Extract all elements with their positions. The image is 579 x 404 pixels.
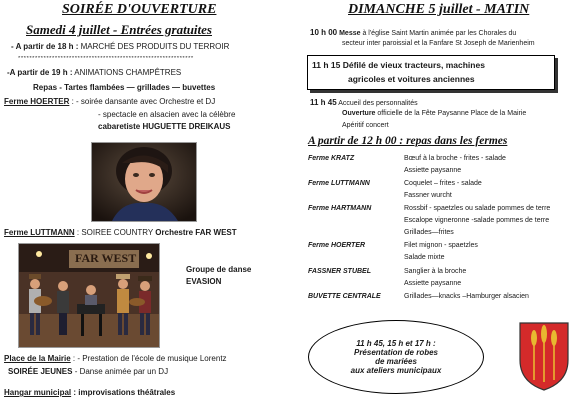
group-line2: EVASION	[186, 277, 222, 286]
meal-dish: Filet mignon - spaetzles	[404, 242, 478, 249]
stars-divider: **************************************************************	[18, 56, 194, 62]
welcome-time: 11 h 45	[310, 98, 337, 107]
hangar-text: : improvisations théâtrales	[71, 388, 176, 397]
mass-line2: secteur inter paroissial et la Fanfare St Joseph de Marienheim	[342, 40, 535, 47]
wedding-oval	[308, 320, 484, 394]
market-line	[11, 42, 229, 51]
meal-dish: Bœuf à la broche - frites - salade	[404, 155, 506, 162]
mass-line	[310, 28, 516, 37]
oval-line3: de mariées	[375, 357, 417, 366]
shield-icon	[517, 320, 571, 392]
soiree-title: SOIRÉE D'OUVERTURE	[62, 2, 217, 17]
meal-farm-name: Ferme LUTTMANN	[308, 180, 370, 187]
aperitif-line: Apéritif concert	[342, 122, 389, 129]
soiree-jeunes-label: SOIRÉE JEUNES	[8, 367, 73, 376]
band-photo	[18, 243, 160, 348]
oval-line4: aux ateliers municipaux	[350, 366, 442, 375]
group-line1: Groupe de danse	[186, 265, 252, 274]
meal-farm-name: BUVETTE CENTRALE	[308, 293, 381, 300]
opening-label: Ouverture	[342, 110, 376, 117]
place-line	[4, 354, 227, 363]
portrait-photo	[91, 142, 197, 222]
opening-text: officielle de la Fête Paysanne Place de la Mairie	[375, 110, 527, 117]
band-sign: FAR WEST	[75, 251, 137, 265]
luttmann-text: : SOIREE COUNTRY	[74, 228, 156, 237]
animations-time: -A partir de 19 h :	[7, 68, 73, 77]
meal-dish: Assiette paysanne	[404, 280, 462, 287]
soiree-jeunes-line	[8, 367, 168, 376]
hoerter-farm: Ferme HOERTER	[4, 97, 70, 106]
parade-line2: agricoles et voitures anciennes	[348, 74, 475, 84]
place-label: Place de la Mairie	[4, 354, 71, 363]
place-text: : - Prestation de l'école de musique Lorentz	[70, 354, 227, 363]
hoerter-text: : - soirée dansante avec Orchestre et DJ	[69, 97, 216, 106]
opening-line	[342, 110, 526, 117]
meal-dish: Rossbif - spaetzles ou salade pommes de terre	[404, 205, 551, 212]
mass-label: Messe	[339, 30, 361, 37]
luttmann-band: Orchestre FAR WEST	[155, 228, 237, 237]
right-column	[300, 0, 579, 404]
spectacle-line: - spectacle en alsacien avec la célèbre	[98, 110, 236, 119]
meal-farm-name: FASSNER STUBEL	[308, 268, 372, 275]
sunday-title: DIMANCHE 5 juillet - MATIN	[348, 2, 530, 17]
luttmann-farm: Ferme LUTTMANN	[4, 228, 75, 237]
welcome-line	[310, 98, 418, 107]
cabaretiste-line: cabaretiste HUGUETTE DREIKAUS	[98, 122, 231, 131]
hangar-line	[4, 388, 175, 397]
portrait-image	[92, 143, 196, 221]
soiree-jeunes-text: - Danse animée par un DJ	[72, 367, 169, 376]
mass-text: à l'église Saint Martin animée par les Chorales du	[360, 30, 517, 37]
meal-farm-name: Ferme HOERTER	[308, 242, 366, 249]
meal-dish: Sanglier à la broche	[404, 268, 467, 275]
meal-dish: Assiette paysanne	[404, 167, 462, 174]
luttmann-line	[4, 228, 237, 237]
meal-farm-name: Ferme KRATZ	[308, 155, 355, 162]
mass-time: 10 h 00	[310, 28, 338, 37]
coat-of-arms-icon	[517, 320, 571, 392]
meal-dish: Escalope vigneronne -salade pommes de terre	[404, 217, 550, 224]
meal-dish: Salade mixte	[404, 254, 445, 261]
meal-dish: Grillades—frites	[404, 229, 454, 236]
parade-box	[307, 55, 555, 90]
meals-heading: A partir de 12 h 00 : repas dans les fermes	[308, 135, 508, 147]
oval-line1: 11 h 45, 15 h et 17 h :	[356, 339, 436, 348]
animations-line	[7, 68, 181, 77]
parade-line1: 11 h 15 Défilé de vieux tracteurs, machines	[312, 60, 485, 70]
meal-dish: Fassner wurcht	[404, 192, 452, 199]
hangar-label: Hangar municipal	[4, 388, 72, 397]
soiree-date: Samedi 4 juillet - Entrées gratuites	[26, 22, 212, 37]
oval-line2: Présentation de robes	[353, 348, 439, 357]
meal-dish: Coquelet – frites - salade	[404, 180, 482, 187]
meal-farm-name: Ferme HARTMANN	[308, 205, 372, 212]
meals-line: Repas - Tartes flambées — grillades — buvettes	[33, 83, 216, 92]
market-time: - A partir de 18 h :	[11, 42, 79, 51]
market-text: MARCHÉ DES PRODUITS DU TERROIR	[78, 42, 230, 51]
welcome-text: Accueil des personnalités	[336, 100, 418, 107]
animations-text: ANIMATIONS CHAMPÊTRES	[72, 68, 182, 77]
meal-dish: Grillades—knacks –Hamburger alsacien	[404, 293, 529, 300]
hoerter-line	[4, 97, 215, 106]
